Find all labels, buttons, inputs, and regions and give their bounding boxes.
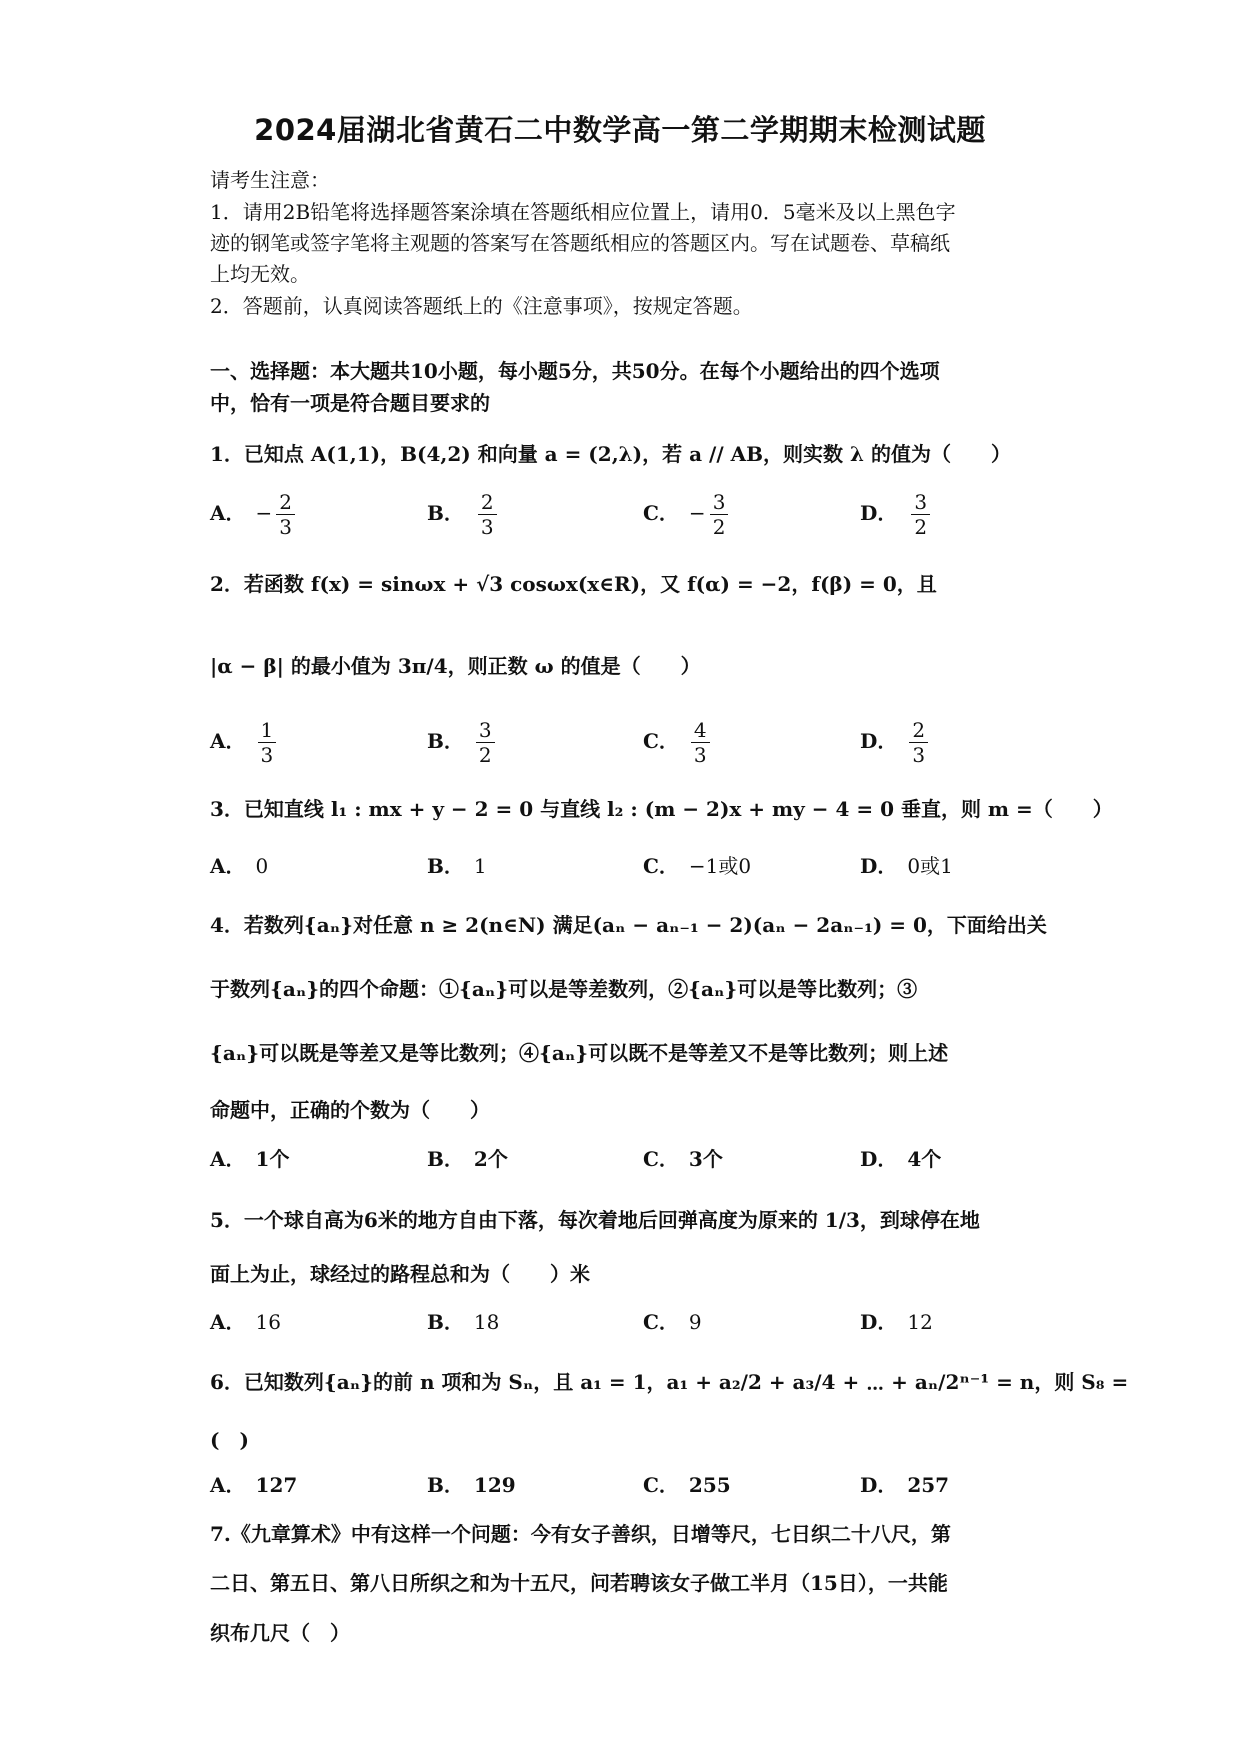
- option-label: A．: [210, 729, 246, 753]
- fraction-denominator: 2: [914, 515, 928, 539]
- fraction-denominator: 3: [693, 743, 707, 767]
- q2-option-a: [210, 718, 278, 767]
- q6-option-d: [860, 1471, 949, 1499]
- question-6-stem-line-1: 6．已知数列{aₙ}的前 n 项和为 Sₙ，且 a₁ = 1，a₁ + a₂/2 + a₃/4 + ⋯ + aₙ/2ⁿ⁻¹ = n，则 S₈ =: [210, 1370, 1129, 1394]
- option-sign: −: [688, 501, 706, 525]
- option-label: D．: [860, 501, 898, 525]
- option-label: A．: [210, 854, 246, 878]
- option-label: C．: [643, 501, 679, 525]
- notice-heading: 请考生注意：: [210, 168, 330, 192]
- page-title: 2024届湖北省黄石二中数学高一第二学期期末检测试题: [254, 113, 986, 147]
- q5-option-c: [643, 1308, 702, 1336]
- option-label: C．: [643, 729, 679, 753]
- option-text: 0: [255, 854, 269, 878]
- option-label: A．: [210, 1310, 246, 1334]
- question-5-stem-line-2: 面上为止，球经过的路程总和为（ ）米: [210, 1262, 590, 1286]
- question-7-stem-line-1: 7.《九章算术》中有这样一个问题：今有女子善织，日增等尺，七日织二十八尺，第: [210, 1522, 951, 1546]
- q4-option-c: [643, 1145, 723, 1173]
- option-fraction: [909, 718, 928, 767]
- option-text: 2个: [473, 1147, 508, 1171]
- option-label: B．: [427, 1310, 464, 1334]
- option-label: C．: [643, 1147, 679, 1171]
- option-label: B．: [427, 1147, 464, 1171]
- section-header-line-2: 中，恰有一项是符合题目要求的: [210, 391, 490, 415]
- q2-option-b: [427, 718, 497, 767]
- q1-option-b: [427, 490, 499, 539]
- option-label: B．: [427, 501, 464, 525]
- option-text: 127: [255, 1473, 298, 1497]
- fraction-numerator: 3: [911, 490, 930, 515]
- option-label: A．: [210, 1147, 246, 1171]
- q2-option-d: [860, 718, 930, 767]
- section-header-line-1: 一、选择题：本大题共10小题，每小题5分，共50分。在每个小题给出的四个选项: [210, 359, 940, 383]
- option-label: D．: [860, 854, 898, 878]
- q6-option-c: [643, 1471, 731, 1499]
- q3-option-a: [210, 852, 268, 880]
- q6-option-a: [210, 1471, 297, 1499]
- fraction-numerator: 3: [710, 490, 729, 515]
- question-1-stem: 1．已知点 A(1,1)，B(4,2) 和向量 a = (2,λ)，若 a // AB，则实数 λ 的值为（ ）: [210, 442, 1011, 466]
- option-label: C．: [643, 854, 679, 878]
- option-text: 12: [907, 1310, 933, 1334]
- notice-line-2: 迹的钢笔或签字笔将主观题的答案写在答题纸相应的答题区内。写在试题卷、草稿纸: [210, 231, 950, 255]
- question-3-stem: 3．已知直线 l₁ : mx + y − 2 = 0 与直线 l₂ : (m − 2)x + my − 4 = 0 垂直，则 m =（ ）: [210, 797, 1113, 821]
- option-text: 16: [255, 1310, 281, 1334]
- option-sign: −: [255, 501, 273, 525]
- question-5-stem-line-1: 5．一个球自高为6米的地方自由下落，每次着地后回弹高度为原来的 1/3，到球停在地: [210, 1208, 980, 1232]
- option-label: C．: [643, 1473, 679, 1497]
- option-fraction: [276, 490, 295, 539]
- notice-line-1: 1．请用2B铅笔将选择题答案涂填在答题纸相应位置上，请用0．5毫米及以上黑色字: [210, 200, 956, 224]
- option-label: C．: [643, 1310, 679, 1334]
- q2-option-c: [643, 718, 712, 767]
- option-text: 0或1: [907, 854, 953, 878]
- option-text: 255: [688, 1473, 731, 1497]
- fraction-numerator: 1: [258, 718, 277, 743]
- option-text: 257: [907, 1473, 950, 1497]
- q5-option-b: [427, 1308, 499, 1336]
- fraction-denominator: 3: [480, 515, 494, 539]
- option-label: D．: [860, 1310, 898, 1334]
- q5-option-d: [860, 1308, 933, 1336]
- notice-line-4: 2．答题前，认真阅读答题纸上的《注意事项》，按规定答题。: [210, 294, 753, 318]
- fraction-numerator: 2: [909, 718, 928, 743]
- q4-option-b: [427, 1145, 508, 1173]
- option-fraction: [476, 718, 495, 767]
- q5-option-a: [210, 1308, 281, 1336]
- fraction-denominator: 3: [912, 743, 926, 767]
- q6-option-b: [427, 1471, 516, 1499]
- fraction-denominator: 2: [478, 743, 492, 767]
- question-4-stem-line-1: 4．若数列{aₙ}对任意 n ≥ 2(n∈N) 满足(aₙ − aₙ₋₁ − 2)(aₙ − 2aₙ₋₁) = 0，下面给出关: [210, 913, 1047, 937]
- question-2-stem-line-1: 2．若函数 f(x) = sinωx + √3 cosωx(x∈R)，又 f(α) = −2，f(β) = 0，且: [210, 572, 937, 596]
- question-4-stem-line-3: {aₙ}可以既是等差又是等比数列；④{aₙ}可以既不是等差又不是等比数列；则上述: [210, 1041, 949, 1065]
- q3-option-c: [643, 852, 751, 880]
- option-label: B．: [427, 729, 464, 753]
- option-text: −1或0: [688, 854, 752, 878]
- option-label: B．: [427, 1473, 464, 1497]
- fraction-numerator: 2: [276, 490, 295, 515]
- option-label: D．: [860, 1473, 898, 1497]
- question-4-stem-line-2: 于数列{aₙ}的四个命题：①{aₙ}可以是等差数列，②{aₙ}可以是等比数列；③: [210, 977, 918, 1001]
- fraction-denominator: 3: [260, 743, 274, 767]
- option-text: 3个: [688, 1147, 723, 1171]
- fraction-numerator: 2: [478, 490, 497, 515]
- option-label: D．: [860, 729, 898, 753]
- fraction-denominator: 3: [279, 515, 293, 539]
- q3-option-b: [427, 852, 487, 880]
- q4-option-d: [860, 1145, 941, 1173]
- question-7-stem-line-3: 织布几尺（ ）: [210, 1621, 350, 1645]
- option-text: 18: [473, 1310, 500, 1334]
- q1-option-c: [643, 490, 730, 539]
- fraction-numerator: 4: [691, 718, 710, 743]
- question-6-stem-line-2: ( ): [210, 1428, 249, 1452]
- q3-option-d: [860, 852, 953, 880]
- notice-line-3: 上均无效。: [210, 262, 310, 286]
- question-7-stem-line-2: 二日、第五日、第八日所织之和为十五尺，问若聘该女子做工半月（15日），一共能: [210, 1571, 948, 1595]
- question-4-stem-line-4: 命题中，正确的个数为（ ）: [210, 1098, 490, 1122]
- option-label: A．: [210, 501, 246, 525]
- question-2-stem-line-2: |α − β| 的最小值为 3π/4，则正数 ω 的值是（ ）: [210, 654, 701, 678]
- q1-option-a: [210, 490, 297, 539]
- option-fraction: [478, 490, 497, 539]
- option-label: B．: [427, 854, 464, 878]
- option-text: 9: [688, 1310, 702, 1334]
- option-fraction: [911, 490, 930, 539]
- option-text: 1: [473, 854, 487, 878]
- option-text: 129: [473, 1473, 516, 1497]
- option-fraction: [258, 718, 277, 767]
- q4-option-a: [210, 1145, 289, 1173]
- option-fraction: [710, 490, 729, 539]
- fraction-numerator: 3: [476, 718, 495, 743]
- option-text: 4个: [907, 1147, 942, 1171]
- option-label: D．: [860, 1147, 898, 1171]
- q1-option-d: [860, 490, 932, 539]
- option-fraction: [691, 718, 710, 767]
- option-label: A．: [210, 1473, 246, 1497]
- option-text: 1个: [255, 1147, 290, 1171]
- fraction-denominator: 2: [712, 515, 726, 539]
